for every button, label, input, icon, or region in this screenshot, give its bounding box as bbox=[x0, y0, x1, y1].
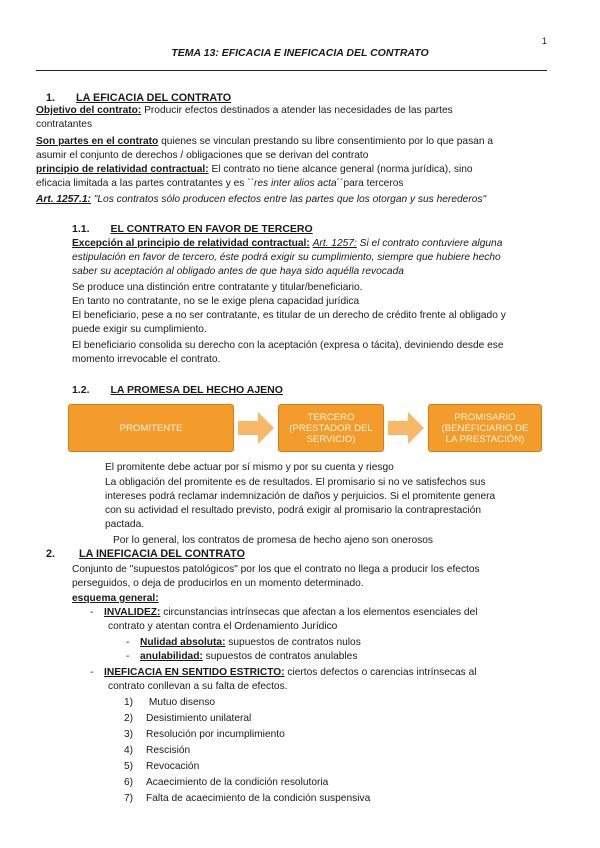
flow-box-promisario: PROMISARIO (BENEFICIARIO DE LA PRESTACIÓN) bbox=[428, 404, 542, 452]
section-title: LA INEFICACIA DEL CONTRATO bbox=[79, 548, 245, 560]
paragraph-line: con su actividad el resultado previsto, podrá exigir al promisario la contraprestación bbox=[105, 505, 481, 516]
section-number: 2. bbox=[46, 548, 56, 560]
paragraph-line: Por lo general, los contratos de promesa de hecho ajeno son onerosos bbox=[113, 535, 433, 546]
flow-arrow-icon bbox=[408, 412, 424, 444]
paragraph-line: Conjunto de "supuestos patológicos" por los que el contrato no llega a producir los efectos bbox=[72, 564, 480, 575]
section-title: EL CONTRATO EN FAVOR DE TERCERO bbox=[110, 223, 313, 235]
latin-phrase: res inter alios acta bbox=[254, 178, 337, 189]
paragraph-line: En tanto no contratante, no se le exige plena capacidad jurídica bbox=[72, 296, 360, 307]
paragraph-line: Se produce una distinción entre contratante y titular/beneficiario. bbox=[72, 282, 363, 293]
section-title: LA PROMESA DEL HECHO AJENO bbox=[110, 384, 283, 396]
article-quote bbox=[36, 193, 486, 208]
sub-bullet-anulabilidad bbox=[126, 650, 357, 665]
flow-box-tercero: TERCERO (PRESTADOR DEL SERVICIO) bbox=[278, 404, 384, 452]
paragraph bbox=[36, 135, 493, 150]
paragraph-line: puede exigir su cumplimiento. bbox=[72, 324, 207, 335]
term-label: Objetivo del contrato: bbox=[36, 105, 142, 116]
flow-box-promitente: PROMITENTE bbox=[68, 404, 234, 452]
section-number: 1. bbox=[46, 92, 56, 104]
section-1-heading bbox=[46, 92, 231, 104]
text: circunstancias intrínsecas que afectan a los elementos esenciales del bbox=[160, 607, 478, 618]
paragraph-line: perseguidos, o deja de producirlos en un momento determinado. bbox=[72, 578, 364, 589]
article-label: Art. 1257.1: bbox=[36, 194, 91, 205]
paragraph-line: El beneficiario consolida su derecho con la aceptación (expresa o tácita), deviniendo desde ese bbox=[72, 340, 504, 351]
text: supuestos de contratos nulos bbox=[225, 637, 361, 648]
page-number: 1 bbox=[542, 36, 548, 46]
list-item: 3) Resolución por incumplimiento bbox=[124, 729, 285, 740]
section-title: LA EFICACIA DEL CONTRATO bbox=[76, 92, 232, 104]
list-item: 4) Rescisión bbox=[124, 745, 191, 756]
flow-arrow-icon bbox=[258, 412, 274, 444]
paragraph-line: contrato conllevan a su falta de efectos. bbox=[108, 681, 288, 692]
paragraph-line: momento irrevocable el contrato. bbox=[72, 354, 221, 365]
paragraph-line: La obligación del promitente es de resultados. El promisario si no ve satisfechos sus bbox=[105, 477, 486, 488]
paragraph-line bbox=[36, 177, 403, 192]
term-label: anulabilidad: bbox=[140, 651, 203, 662]
section-2-heading bbox=[46, 548, 245, 560]
list-item: 2) Desistimiento unilateral bbox=[124, 713, 252, 724]
list-item: 1) Mutuo disenso bbox=[124, 697, 216, 708]
document-title: TEMA 13: EFICACIA E INEFICACIA DEL CONTRATO bbox=[171, 47, 429, 59]
paragraph bbox=[36, 163, 473, 178]
term-label: Son partes en el contrato bbox=[36, 136, 159, 147]
paragraph-line: El beneficiario, pese a no ser contratante, es titular de un derecho de crédito frente al obligado y bbox=[72, 310, 506, 321]
list-item: 7) Falta de acaecimiento de la condición suspensiva bbox=[124, 793, 371, 804]
dash-bullet: - bbox=[90, 607, 94, 618]
subsection-1-1-heading bbox=[72, 223, 313, 235]
text: quienes se vinculan prestando su libre consentimiento por lo que pasan a bbox=[158, 136, 493, 147]
list-item: 5) Revocación bbox=[124, 761, 200, 772]
term-label: Nulidad absoluta: bbox=[140, 637, 226, 648]
text: "Los contratos sólo producen efectos entre las partes que los otorgan y sus herederos" bbox=[90, 194, 487, 205]
scheme-heading: esquema general: bbox=[72, 593, 159, 604]
paragraph bbox=[72, 237, 502, 252]
sub-bullet-nulidad bbox=[126, 636, 361, 651]
text: Si el contrato contuviere alguna bbox=[356, 238, 503, 249]
paragraph-line: El promitente debe actuar por sí mismo y por su cuenta y riesgo bbox=[105, 462, 394, 473]
term-label: principio de relatividad contractual: bbox=[36, 164, 209, 175]
text: eficacia limitada a las partes contratantes y es `` bbox=[36, 178, 254, 189]
term-label: INEFICACIA EN SENTIDO ESTRICTO: bbox=[104, 667, 285, 678]
paragraph-line: contratantes bbox=[36, 119, 93, 130]
section-number: 1.1. bbox=[72, 223, 90, 235]
subsection-1-2-heading bbox=[72, 384, 283, 396]
paragraph-line: contrato y atentan contra el Ordenamiento Jurídico bbox=[108, 621, 338, 632]
term-label: Excepción al principio de relatividad contractual: bbox=[72, 238, 310, 249]
article-label: Art. 1257: bbox=[312, 238, 357, 249]
paragraph-line: saber su aceptación al obligado antes de que haya sido aquélla revocada bbox=[72, 266, 404, 277]
text: ciertos defectos o carencias intrínsecas al bbox=[284, 667, 477, 678]
text: El contrato no tiene alcance general (norma jurídica), sino bbox=[208, 164, 473, 175]
text: supuestos de contratos anulables bbox=[202, 651, 358, 662]
term-label: INVALIDEZ: bbox=[104, 607, 161, 618]
paragraph bbox=[36, 104, 453, 119]
paragraph-line: estipulación en favor de tercero, éste podrá exigir su cumplimiento, siempre que hubiere hecho bbox=[72, 252, 501, 263]
dash-bullet: - bbox=[90, 667, 94, 678]
title-rule bbox=[36, 70, 547, 71]
bullet-item-invalidez bbox=[90, 606, 478, 621]
flow-arrow-shaft bbox=[388, 421, 408, 435]
list-item: 6) Acaecimiento de la condición resolutoria bbox=[124, 777, 329, 788]
bullet-item-ineficacia bbox=[90, 666, 477, 681]
paragraph-line: pactada. bbox=[105, 519, 145, 530]
text: Producir efectos destinados a atender las necesidades de las partes bbox=[141, 105, 453, 116]
paragraph-line: asumir el conjunto de derechos / obligaciones que se derivan del contrato bbox=[36, 150, 369, 161]
section-number: 1.2. bbox=[72, 384, 90, 396]
paragraph-line: intereses podrá reclamar indemnización de daños y perjuicios. Si el promitente genera bbox=[105, 491, 496, 502]
ineficacia-list bbox=[124, 696, 370, 807]
promise-flow-diagram bbox=[68, 404, 542, 452]
flow-arrow-shaft bbox=[238, 421, 258, 435]
dash-bullet: - bbox=[126, 637, 130, 648]
text: ´´para terceros bbox=[336, 178, 404, 189]
dash-bullet: - bbox=[126, 651, 130, 662]
